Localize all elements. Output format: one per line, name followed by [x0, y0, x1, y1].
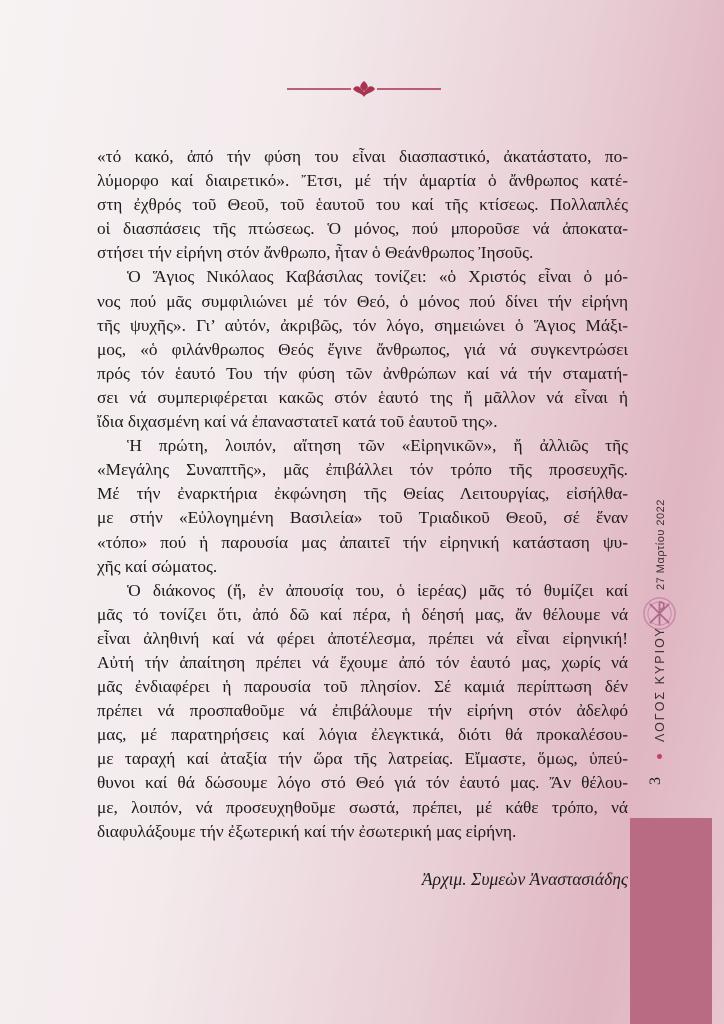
magazine-title: ΛΟΓΟΣ ΚΥΡΙΟΥ [653, 626, 667, 742]
text-line: χῆς καί σώματος. [97, 556, 218, 576]
text-line: εἶναι ἀληθινή καί νά φέρει ἀποτέλεσμα, πρέπει νά εἶναι εἰρηνική! [97, 628, 628, 648]
author-signature: Ἀρχιμ. Συμεὼν Ἀναστασιάδης [421, 869, 628, 889]
text-line: με, λοιπόν, νά προσευχηθοῦμε σωστά, πρέπει, μέ κάθε τρόπο, νά [97, 797, 628, 817]
text-line: μος, «ὁ φιλάνθρωπος Θεός ἔγινε ἄνθρωπος, γιά νά συγκεντρώσει [97, 339, 628, 359]
text-line: Αὐτή τήν ἀπαίτηση πρέπει νά ἔχουμε ἀπό τόν ἑαυτό μας, χωρίς νά [97, 652, 628, 672]
text-line: νος πού μᾶς συμφιλιώνει μέ τόν Θεό, ὁ μόνος πού δίνει τήν εἰρήνη [97, 291, 628, 311]
page-number: 3 [647, 777, 664, 785]
text-line: θυνοι καί θά δώσουμε λόγο στό Θεό γιά τόν ἑαυτό μας. Ἄν θέλου- [97, 773, 628, 793]
text-line: πρέπει νά προσπαθοῦμε νά ἐπιβάλουμε τήν εἰρήνη στόν ἀδελφό [97, 701, 628, 721]
text-line: σει νά συμπεριφέρεται κακῶς στόν ἑαυτό της ἤ μᾶλλον νά εἶναι ἡ [97, 387, 628, 407]
text-line: «τόπο» πού ἡ παρουσία μας ἀπαιτεῖ τήν εἰρηνική κατάσταση ψυ- [97, 532, 628, 552]
text-line: οἱ διασπάσεις τῆς πτώσεως. Ὁ μόνος, πού μποροῦσε νά ἀποκατα- [97, 219, 628, 239]
separator-dot [657, 754, 662, 759]
text-line: Ὁ Ἅγιος Νικόλαος Καβάσιλας τονίζει: «ὁ Χριστός εἶναι ὁ μό- [127, 267, 628, 287]
text-line: «Μεγάλης Συναπτῆς», μᾶς ἐπιβάλλει τόν τρόπο τῆς προσευχῆς. [97, 460, 628, 480]
text-line: Ὁ διάκονος (ἤ, ἐν ἀπουσίᾳ του, ὁ ἱερέας) μᾶς τό θυμίζει καί [127, 580, 628, 600]
text-line: μας, μέ παρατηρήσεις καί λόγια ἐλεγκτικά, διότι θά προκαλέσου- [97, 725, 628, 745]
text-line: Μέ τήν ἐναρκτήρια ἐκφώνηση τῆς Θείας Λειτουργίας, εἰσήλθα- [97, 484, 628, 504]
article-body [97, 145, 628, 844]
text-line: «τό κακό, ἀπό τήν φύση του εἶναι διασπαστικό, ἀκατάστατο, πο- [97, 147, 628, 166]
text-line: λύμορφο καί διαιρετικό». Ἔτσι, μέ τήν ἁμαρτία ὁ ἄνθρωπος κατέ- [97, 171, 628, 191]
issue-date: 27 Μαρτίου 2022 [655, 499, 667, 590]
text-line: στήσει τήν εἰρήνη στόν ἄνθρωπο, ἦταν ὁ Θεάνθρωπος Ἰησοῦς. [97, 243, 534, 263]
text-line: με ταραχή καί ἀταξία τήν ὥρα τῆς λατρείας. Εἴμαστε, ὅμως, ὑπεύ- [97, 749, 628, 769]
text-line: ἴδια διχασμένη καί νά ἐπαναστατεῖ κατά τοῦ ἑαυτοῦ της». [97, 412, 498, 432]
text-line: μᾶς ἐνδιαφέρει ἡ παρουσία τοῦ πλησίον. Σέ καμιά περίπτωση δέν [97, 677, 628, 697]
text-line: στη ἐχθρός τοῦ Θεοῦ, τοῦ ἑαυτοῦ του καί τῆς κτίσεως. Πολλαπλές [97, 195, 628, 215]
text-line: πρός τόν ἑαυτό Του τήν φύση τῶν ἀνθρώπων καί νά τήν σταματή- [97, 363, 628, 383]
text-line: μᾶς τό τονίζει ὅτι, ἀπό δῶ καί πέρα, ἡ δέησή μας, ἄν θέλουμε νά [97, 604, 628, 624]
text-line: τῆς ψυχῆς». Γι’ αὐτόν, ἀκριβῶς, τόν λόγο, σημειώνει ὁ Ἅγιος Μάξι- [97, 315, 628, 335]
header-ornament-icon [287, 80, 441, 98]
text-line: Ἡ πρώτη, λοιπόν, αἴτηση τῶν «Εἰρηνικῶν», ἤ ἀλλιῶς τῆς [127, 436, 628, 456]
accent-block [630, 818, 712, 1024]
text-line: διαφυλάξουμε τήν ἐξωτερική καί τήν ἐσωτερική μας εἰρήνη. [97, 821, 517, 841]
text-line: με στήν «Εὐλογημένη Βασιλεία» τοῦ Τριαδικοῦ Θεοῦ, σέ ἕναν [97, 508, 628, 528]
